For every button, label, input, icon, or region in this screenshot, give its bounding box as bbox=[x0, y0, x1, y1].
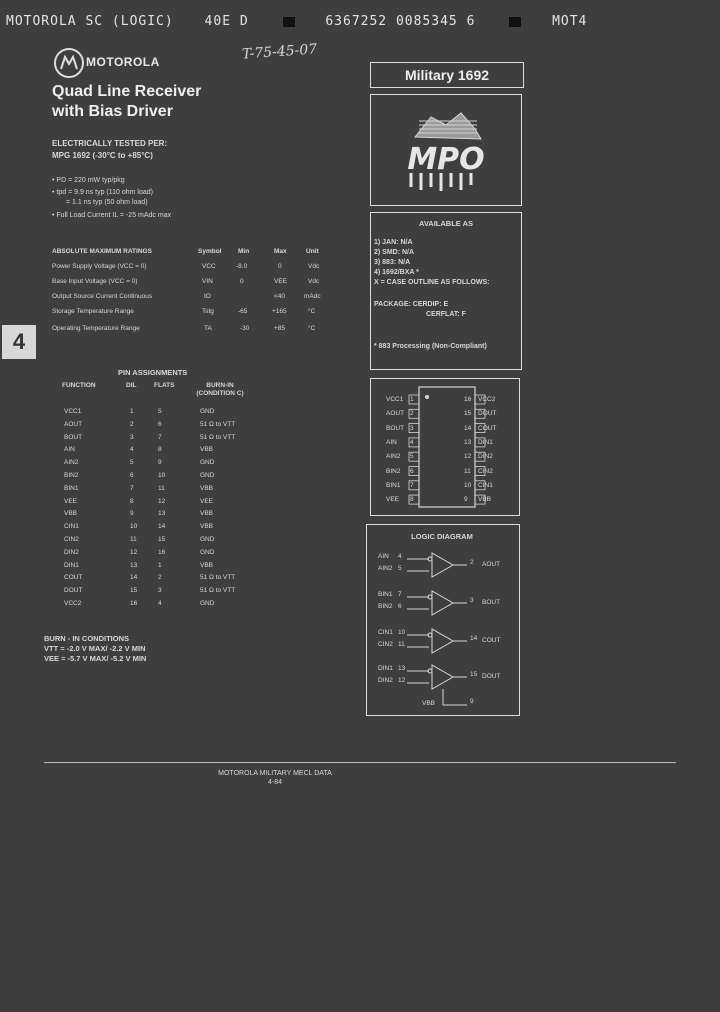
gate-input-pin: 11 bbox=[398, 641, 405, 648]
pin-flats: 8 bbox=[158, 446, 162, 454]
pin-flats: 1 bbox=[158, 561, 162, 569]
gate-input-pin: 7 bbox=[398, 591, 402, 598]
rating-max: +165 bbox=[272, 308, 287, 315]
pin-dil: 6 bbox=[130, 472, 134, 479]
pin-function: VEE bbox=[64, 497, 78, 505]
pin-dil: 15 bbox=[130, 587, 138, 595]
feature-item: • tpd = 9.9 ns typ (110 ohm load) bbox=[52, 189, 153, 196]
pinout-right-number: 15 bbox=[464, 410, 472, 418]
pin-dil: 13 bbox=[130, 561, 138, 569]
tested-line-1: ELECTRICALLY TESTED PER: bbox=[52, 139, 168, 148]
pin-dil: 14 bbox=[130, 574, 138, 582]
pin-burnin: 51 Ω to VTT bbox=[200, 420, 236, 428]
pin-function: AOUT bbox=[64, 420, 83, 428]
motorola-logo bbox=[54, 48, 84, 78]
pin-table-row bbox=[60, 600, 250, 611]
gate-output-label: AOUT bbox=[482, 561, 501, 568]
ratings-col-min: Min bbox=[238, 248, 250, 255]
pin-burnin: GND bbox=[200, 408, 215, 415]
pinout-left-number: 8 bbox=[410, 496, 414, 504]
available-item: 4) 1692/BXA * bbox=[374, 269, 419, 276]
pinout-left-number: 6 bbox=[410, 467, 414, 475]
ratings-header bbox=[52, 248, 332, 260]
page-title bbox=[52, 82, 252, 122]
pin-function: BOUT bbox=[64, 433, 83, 441]
military-label: Military 1692 bbox=[370, 62, 524, 88]
rating-unit: °C bbox=[308, 308, 316, 315]
pinout-right-number: 9 bbox=[464, 496, 468, 504]
rating-param: Operating Temperature Range bbox=[52, 325, 140, 332]
pin-flats: 10 bbox=[158, 472, 166, 479]
feature-item: = 1.1 ns typ (50 ohm load) bbox=[66, 199, 148, 206]
burn-in-vtt: VTT = -2.0 V MAX/ -2.2 V MIN bbox=[44, 644, 146, 653]
redaction-box bbox=[283, 17, 295, 27]
gate-input-label: AIN bbox=[378, 553, 389, 560]
rating-max: VEE bbox=[274, 278, 288, 285]
scan-header-strip bbox=[6, 14, 609, 29]
pin-burnin: VBB bbox=[200, 446, 214, 454]
pin-function: CIN1 bbox=[64, 523, 79, 531]
rating-symbol: IO bbox=[204, 293, 211, 300]
pinout-left-label: VEE bbox=[386, 496, 400, 504]
tested-block bbox=[52, 138, 167, 162]
pinout-right-label: DIN1 bbox=[478, 438, 493, 446]
pin-flats: 3 bbox=[158, 587, 162, 595]
pin-flats: 4 bbox=[158, 600, 162, 607]
gate-output-label: BOUT bbox=[482, 599, 501, 606]
mpo-logo-icon bbox=[371, 95, 521, 205]
gate-input-label: DIN2 bbox=[378, 677, 393, 684]
pin-dil: 1 bbox=[130, 408, 134, 415]
pin-table-row bbox=[60, 523, 250, 534]
pin-flats: 14 bbox=[158, 523, 166, 531]
gate-input-pin: 12 bbox=[398, 677, 406, 684]
rating-min: 0 bbox=[240, 278, 244, 285]
rating-unit: Vdc bbox=[308, 278, 320, 285]
pin-table-row bbox=[60, 562, 250, 573]
burn-in-title: BURN - IN CONDITIONS bbox=[44, 634, 129, 643]
pinout-left-label: AIN bbox=[386, 438, 397, 446]
pin-burnin: VBB bbox=[200, 484, 214, 492]
receiver-gate-icon bbox=[432, 591, 453, 615]
pin-function: DOUT bbox=[64, 587, 83, 595]
pin-dil: 8 bbox=[130, 497, 134, 505]
rating-param: Output Source Current Continuous bbox=[52, 293, 153, 300]
pin-burnin: 51 Ω to VTT bbox=[200, 433, 236, 441]
vbb-label: VBB bbox=[422, 700, 436, 707]
pinout-left-label: AOUT bbox=[386, 410, 405, 418]
pin-table-row bbox=[60, 587, 250, 598]
ratings-row bbox=[52, 325, 332, 337]
title-line-1: Quad Line Receiver bbox=[52, 83, 202, 100]
logic-diagram bbox=[367, 525, 519, 715]
pin-function: BIN2 bbox=[64, 472, 79, 479]
pinout-right-label: DIN2 bbox=[478, 453, 493, 461]
rating-symbol: VIN bbox=[202, 278, 213, 285]
rating-unit: mAdc bbox=[304, 293, 321, 300]
pinout-right-label: VCC2 bbox=[478, 396, 496, 403]
pin-table-row bbox=[60, 446, 250, 457]
rating-param: Base Input Voltage (VCC = 0) bbox=[52, 278, 138, 285]
pin-flats: 13 bbox=[158, 510, 166, 518]
pin-burnin: GND bbox=[200, 536, 215, 543]
gate-input-pin: 10 bbox=[398, 629, 406, 636]
receiver-gate-icon bbox=[432, 553, 453, 577]
pin-burnin: GND bbox=[200, 459, 215, 467]
pin-dil: 16 bbox=[130, 600, 138, 607]
pin-dil: 10 bbox=[130, 523, 138, 531]
package-info bbox=[374, 300, 466, 320]
pin-burnin: 51 Ω to VTT bbox=[200, 587, 236, 595]
pinout-right-label: COUT bbox=[478, 424, 497, 432]
gate-output-pin: 14 bbox=[470, 635, 478, 642]
pin-assignments-title: PIN ASSIGNMENTS bbox=[118, 368, 188, 377]
gate-input-label: BIN2 bbox=[378, 603, 393, 610]
gate-input-pin: 13 bbox=[398, 665, 406, 672]
ratings-row bbox=[52, 278, 332, 290]
pin-flats: 15 bbox=[158, 536, 166, 543]
gate-output-pin: 3 bbox=[470, 597, 474, 604]
pin-flats: 7 bbox=[158, 433, 162, 441]
pin-table-row bbox=[60, 510, 250, 521]
pin-function: COUT bbox=[64, 574, 83, 582]
receiver-gate-icon bbox=[432, 629, 453, 653]
pin-function: DIN1 bbox=[64, 561, 79, 569]
pin-dil: 4 bbox=[130, 446, 134, 454]
rating-param: Power Supply Voltage (VCC = 0) bbox=[52, 263, 147, 270]
pin-flats: 16 bbox=[158, 548, 166, 556]
pinout-left-number: 7 bbox=[410, 481, 414, 489]
pinout-left-number: 3 bbox=[410, 424, 414, 432]
pin-flats: 6 bbox=[158, 420, 162, 428]
feature-item: • Full Load Current IL = -25 mAdc max bbox=[52, 212, 172, 219]
pin-table-row bbox=[60, 536, 250, 547]
receiver-gate-icon bbox=[432, 665, 453, 689]
ratings-row bbox=[52, 308, 332, 320]
batwing-icon bbox=[56, 50, 82, 76]
pinout-right-label: CIN2 bbox=[478, 467, 493, 475]
feature-list bbox=[52, 176, 312, 221]
gate-input-label: BIN1 bbox=[378, 591, 393, 598]
pin-dil: 2 bbox=[130, 420, 134, 428]
section-tab: 4 bbox=[2, 325, 36, 359]
gate-input-label: AIN2 bbox=[378, 565, 393, 572]
pin-dil: 3 bbox=[130, 433, 134, 441]
rating-symbol: TA bbox=[204, 325, 212, 332]
gate-output-label: DOUT bbox=[482, 673, 501, 680]
footer-page-number: 4-84 bbox=[267, 779, 282, 786]
rating-max: +85 bbox=[274, 325, 286, 332]
pin-flats: 9 bbox=[158, 459, 162, 467]
pin-burnin: VBB bbox=[200, 561, 214, 569]
pin-dil: 12 bbox=[130, 548, 138, 556]
package-line-2: CERFLAT: F bbox=[426, 311, 466, 318]
rating-max: 0 bbox=[278, 263, 282, 270]
logic-diagram-title: LOGIC DIAGRAM bbox=[411, 532, 473, 541]
pin-table-row bbox=[60, 498, 250, 509]
pin-function: AIN bbox=[64, 446, 75, 454]
vbb-pin: 9 bbox=[470, 698, 474, 705]
pin-function: BIN1 bbox=[64, 484, 79, 492]
handwritten-note: T-75-45-07 bbox=[241, 41, 318, 63]
pinout-right-label: VBB bbox=[478, 496, 492, 504]
pin-table-row bbox=[60, 574, 250, 585]
pinout-left-number: 5 bbox=[410, 453, 414, 461]
available-item: 3) 883: N/A bbox=[374, 259, 411, 266]
ratings-col-max: Max bbox=[274, 248, 287, 255]
pin-burnin: GND bbox=[200, 548, 215, 556]
pin-burnin: 51 Ω to VTT bbox=[200, 574, 236, 582]
pin-table-row bbox=[60, 549, 250, 560]
pinout-right-number: 16 bbox=[464, 396, 472, 403]
pin-table-row bbox=[60, 485, 250, 496]
pin-table-row bbox=[60, 434, 250, 445]
pin-table-row bbox=[60, 421, 250, 432]
pin-function: VBB bbox=[64, 510, 78, 518]
ratings-title: ABSOLUTE MAXIMUM RATINGS bbox=[52, 248, 152, 255]
pin-dil: 5 bbox=[130, 459, 134, 467]
pinout-left-number: 1 bbox=[410, 396, 414, 403]
tested-line-2: MPG 1692 (-30°C to +85°C) bbox=[52, 151, 153, 160]
rating-symbol: Tstg bbox=[202, 308, 214, 315]
pin-dil: 7 bbox=[130, 484, 134, 492]
pin-function: DIN2 bbox=[64, 548, 79, 556]
pin-function: CIN2 bbox=[64, 536, 79, 543]
pin-table-header bbox=[60, 382, 250, 397]
gate-output-pin: 15 bbox=[470, 671, 478, 678]
logic-diagram-box bbox=[366, 524, 520, 716]
rating-symbol: VCC bbox=[202, 263, 216, 270]
pinout-left-label: BIN1 bbox=[386, 481, 401, 489]
pinout-right-number: 12 bbox=[464, 453, 472, 461]
rating-unit: °C bbox=[308, 325, 316, 332]
pinout-right-label: CIN1 bbox=[478, 481, 493, 489]
ratings-col-symbol: Symbol bbox=[198, 248, 222, 255]
mpo-logo-box bbox=[370, 94, 522, 206]
available-note: X = CASE OUTLINE AS FOLLOWS: bbox=[374, 279, 490, 286]
pin-function: VCC1 bbox=[64, 408, 82, 415]
pin-flats: 12 bbox=[158, 497, 166, 505]
redaction-box-2 bbox=[509, 17, 521, 27]
pinout-left-label: BOUT bbox=[386, 424, 405, 432]
package-line-1: PACKAGE: CERDIP: E bbox=[374, 301, 449, 308]
gate-input-pin: 4 bbox=[398, 553, 402, 560]
pin-flats: 11 bbox=[158, 484, 165, 492]
pinout-right-number: 14 bbox=[464, 424, 472, 432]
pin-burnin: GND bbox=[200, 472, 215, 479]
pinout-right-number: 10 bbox=[464, 481, 472, 489]
feature-item: • PD = 220 mW typ/pkg bbox=[52, 177, 125, 184]
pin-burnin: VEE bbox=[200, 497, 214, 505]
pinout-right-label: DOUT bbox=[478, 410, 497, 418]
rating-param: Storage Temperature Range bbox=[52, 308, 134, 315]
pinout-left-number: 4 bbox=[410, 438, 414, 446]
pin-table-row bbox=[60, 408, 250, 419]
header-company: MOTOROLA SC (LOGIC) bbox=[6, 14, 174, 29]
pin-flats: 5 bbox=[158, 408, 162, 415]
pinout-left-label: BIN2 bbox=[386, 467, 401, 475]
gate-input-label: CIN1 bbox=[378, 629, 393, 636]
gate-input-pin: 6 bbox=[398, 603, 402, 610]
available-title: AVAILABLE AS bbox=[418, 219, 474, 228]
processing-note: * 883 Processing (Non-Compliant) bbox=[374, 343, 487, 350]
pin-dil: 9 bbox=[130, 510, 134, 518]
gate-output-label: COUT bbox=[482, 637, 501, 644]
brand-name: MOTOROLA bbox=[86, 55, 160, 69]
header-ref: MOT4 bbox=[552, 14, 588, 29]
pin-dil: 11 bbox=[130, 536, 137, 543]
pin-col-function: FUNCTION bbox=[62, 382, 96, 389]
page-footer bbox=[200, 769, 350, 787]
pinout-right-number: 11 bbox=[464, 467, 471, 475]
ratings-col-unit: Unit bbox=[306, 248, 319, 255]
pinout-left-number: 2 bbox=[410, 410, 414, 418]
title-line-2: with Bias Driver bbox=[52, 103, 173, 120]
rating-min: -30 bbox=[240, 325, 250, 332]
burn-in-vee: VEE = -5.7 V MAX/ -5.2 V MIN bbox=[44, 654, 147, 663]
pin-col-flats: FLATS bbox=[154, 382, 175, 389]
pinout-left-label: VCC1 bbox=[386, 396, 404, 403]
pin-function: VCC2 bbox=[64, 600, 82, 607]
mpo-text: MPO bbox=[407, 142, 485, 177]
header-doc-numbers: 6367252 0085345 6 bbox=[325, 14, 476, 29]
pin-function: AIN2 bbox=[64, 459, 79, 467]
pin-burnin: GND bbox=[200, 600, 215, 607]
pin-table-row bbox=[60, 472, 250, 483]
gate-input-label: DIN1 bbox=[378, 665, 393, 672]
rating-min: -8.0 bbox=[236, 263, 248, 270]
burn-in-conditions bbox=[44, 634, 146, 664]
rating-unit: Vdc bbox=[308, 263, 320, 270]
rating-max: <40 bbox=[274, 293, 286, 300]
gate-input-label: CIN2 bbox=[378, 641, 393, 648]
available-item: 1) JAN: N/A bbox=[374, 239, 413, 246]
available-list bbox=[374, 238, 489, 288]
rating-min: -65 bbox=[238, 308, 248, 315]
pin-burnin: VBB bbox=[200, 510, 214, 518]
gate-input-pin: 5 bbox=[398, 565, 402, 572]
footer-line-1: MOTOROLA MILITARY MECL DATA bbox=[218, 770, 332, 777]
ratings-row bbox=[52, 263, 332, 275]
pin-col-burnin: BURN-IN (CONDITION C) bbox=[196, 382, 244, 397]
pin-table-row bbox=[60, 459, 250, 470]
pin-burnin: VBB bbox=[200, 523, 214, 531]
footer-divider bbox=[44, 762, 676, 763]
ratings-row bbox=[52, 293, 332, 305]
gate-output-pin: 2 bbox=[470, 559, 474, 566]
pinout-right-number: 13 bbox=[464, 438, 472, 446]
pin-col-dil: DIL bbox=[126, 382, 137, 389]
pinout-left-label: AIN2 bbox=[386, 453, 401, 461]
available-item: 2) SMD: N/A bbox=[374, 249, 415, 256]
header-code: 40E D bbox=[204, 14, 249, 29]
pin-flats: 2 bbox=[158, 574, 162, 582]
